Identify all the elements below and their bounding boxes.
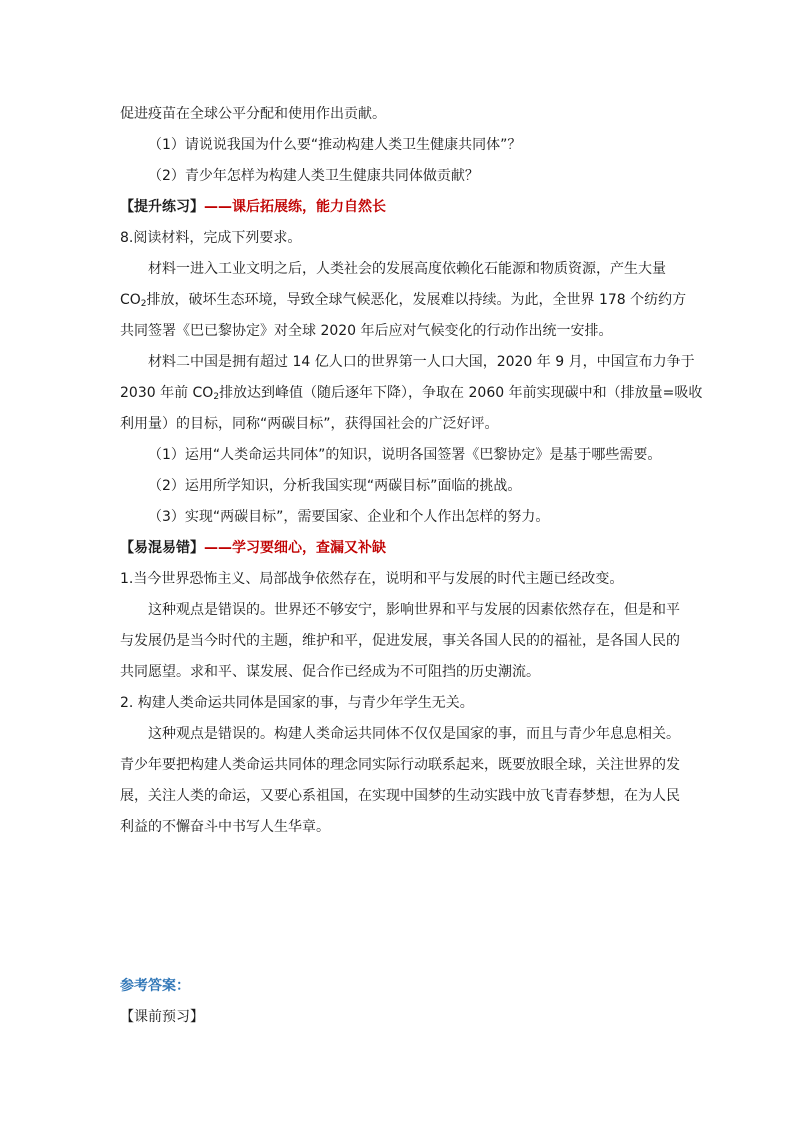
question-1: （1）请说说我国为什么要“推动构建人类卫生健康共同体”？ [148,137,522,153]
mistake-2-explain-line-1: 这种观点是错误的。构建人类命运共同体不仅仅是国家的事，而且与青少年息息相关。 [148,726,680,742]
section-heading-mistakes [120,538,386,558]
section-heading-practice [120,197,386,217]
sub-question-1: （1）运用“人类命运共同体”的知识，说明各国签署《巴黎协定》是基于哪些需要。 [148,447,662,463]
mistake-1-explain-line-1: 这种观点是错误的。世界还不够安宁，影响世界和平与发展的因素依然存在，但是和平 [148,602,680,618]
mistake-2-explain-line-2: 青少年要把构建人类命运共同体的理念同实际行动联系起来，既要放眼全球，关注世界的发 [120,757,680,773]
section-heading-tag: 【易混易错】 [120,540,204,556]
mistake-1-explain-line-3: 共同愿望。求和平、谋发展、促合作已经成为不可阻挡的历史潮流。 [120,664,540,680]
sub-question-2: （2）运用所学知识，分析我国实现“两碳目标”面临的挑战。 [148,478,522,494]
question-8: 8.阅读材料，完成下列要求。 [120,230,302,246]
material-2-line-2-rest: 排放达到峰值（随后逐年下降），争取在 2060 年前实现碳中和（排放量=吸收 [219,385,703,401]
sub-question-3: （3）实现“两碳目标”，需要国家、企业和个人作出怎样的努力。 [148,509,550,525]
answer-title: 参考答案： [120,978,190,994]
mistake-1-statement: 1.当今世界恐怖主义、局部战争依然存在，说明和平与发展的时代主题已经改变。 [120,571,624,587]
material-1-line-3: 共同签署《巴已黎协定》对全球 2020 年后应对气候变化的行动作出统一安排。 [120,323,613,339]
co2-subscript: 2 [140,299,147,309]
section-heading-motto: ——课后拓展练，能力自然长 [204,199,386,215]
material-1-line-2-rest: 排放，破坏生态环境，导致全球气候恶化，发展难以持续。为此，全世界 178 个纺约方 [146,292,687,308]
material-1-line-1: 材料一进入工业文明之后，人类社会的发展高度依赖化石能源和物质资源，产生大量 [148,261,666,277]
section-heading-tag: 【提升练习】 [120,199,204,215]
paragraph-line: 促进疫苗在全球公平分配和使用作出贡献。 [120,106,386,122]
material-2-line-3: 利用量）的目标，同称“两碳目标”，获得国社会的广泛好评。 [120,416,499,432]
co2-text: 2030 年前 CO [120,385,214,401]
question-2: （2）青少年怎样为构建人类卫生健康共同体做贡献？ [148,168,479,184]
co2-subscript: 2 [213,392,220,402]
mistake-2-explain-line-4: 利益的不懈奋斗中书写人生华章。 [120,819,330,835]
material-1-line-2 [120,290,686,310]
co2-text: CO [120,292,141,308]
mistake-2-explain-line-3: 展，关注人类的命运，又要心系祖国，在实现中国梦的生动实践中放飞青春梦想，在为人民 [120,788,680,804]
material-2-line-2 [120,383,702,403]
section-label-preview: 【课前预习】 [120,1009,204,1025]
section-heading-motto: ——学习要细心，查漏又补缺 [204,540,386,556]
mistake-1-explain-line-2: 与发展仍是当今时代的主题，维护和平，促进发展，事关各国人民的的福祉，是各国人民的 [120,633,680,649]
material-2-line-1: 材料二中国是拥有超过 14 亿人口的世界第一人口大国，2020 年 9 月，中国宣布力争于 [148,354,695,370]
mistake-2-statement: 2. 构建人类命运共同体是国家的事，与青少年学生无关。 [120,695,474,711]
